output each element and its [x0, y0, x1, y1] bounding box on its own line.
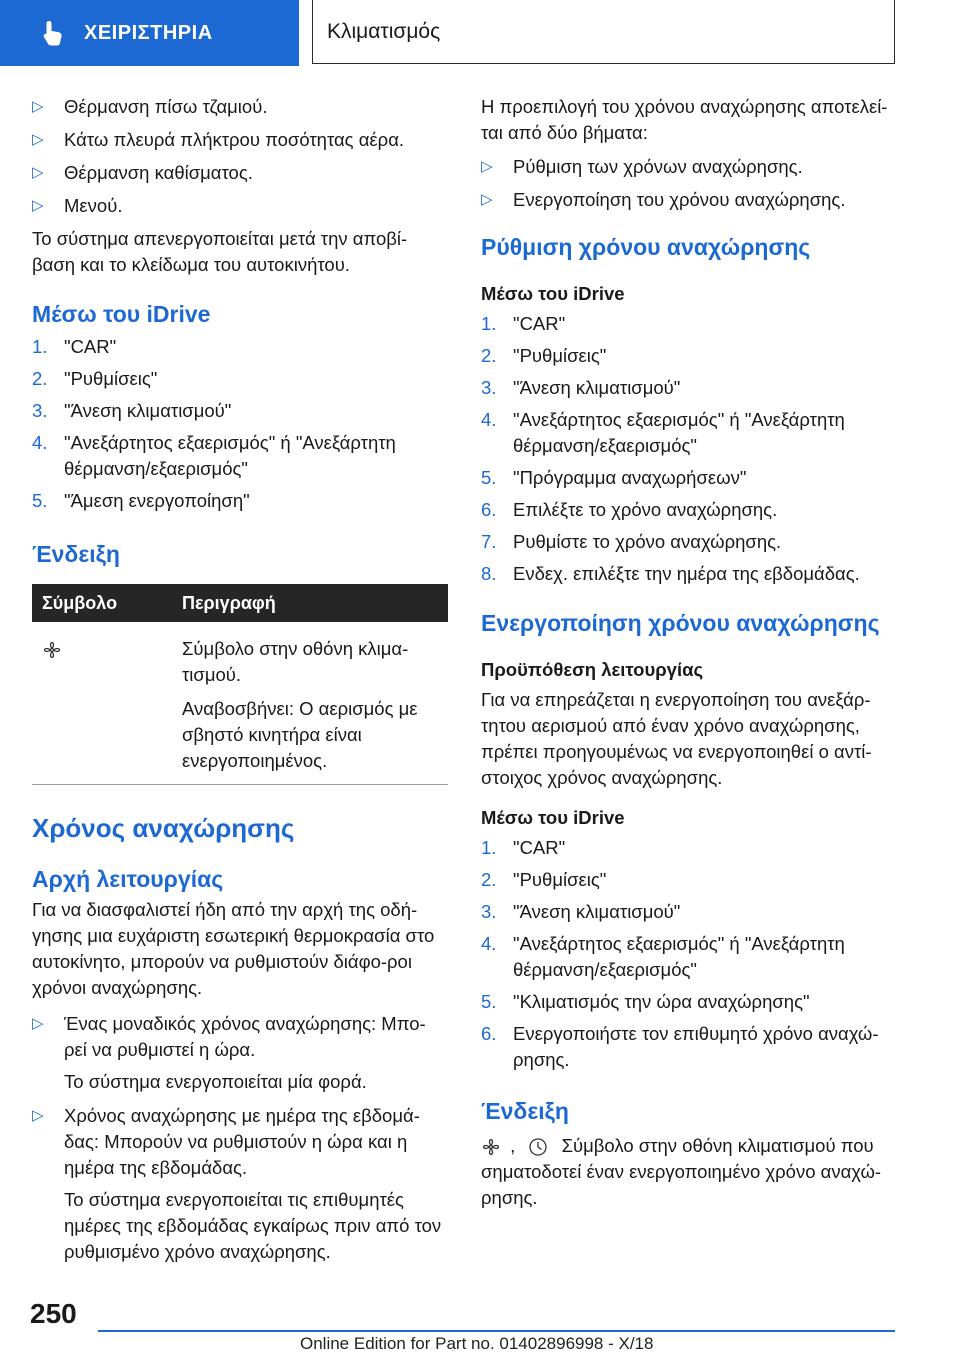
triangle-bullet-icon: ▷: [481, 191, 493, 208]
triangle-bullet-icon: ▷: [32, 131, 44, 148]
list-item: ▷ Μενού.: [32, 193, 448, 219]
step-item: 7. Ρυθμίστε το χρόνο αναχώρησης.: [481, 531, 782, 552]
principle-paragraph: Για να διασφαλιστεί ήδη από την αρχή της οδή-γησης μια ευχάριστη εσωτερική θερμοκρασία στο αυτοκίνητο, μπορούν να ρυθμιστούν διάφο-ροι χρόνοι αναχώρησης.: [32, 899, 435, 998]
step-item: 2. "Ρυθμίσεις": [32, 368, 158, 389]
table-desc-1: Σύμβολο στην οθόνη κλιμα-τισμού.: [182, 638, 409, 685]
list-item: ▷ Κάτω πλευρά πλήκτρου ποσότητας αέρα.: [32, 127, 448, 153]
triangle-bullet-icon: ▷: [32, 1107, 44, 1124]
step-item: 4. "Ανεξάρτητος εξαερισμός" ή "Ανεξάρτητη θέρμανση/εξαερισμός": [32, 432, 396, 479]
step-item: 3. "Άνεση κλιματισμού": [481, 377, 681, 398]
table-row: [32, 622, 448, 785]
step-item: 8. Ενδεχ. επιλέξτε την ημέρα της εβδομάδας.: [481, 563, 860, 584]
list-item: ▷ Χρόνος αναχώρησης με ημέρα της εβδομά-δας: Μπορούν να ρυθμιστούν η ώρα και η ημέρα της εβδομάδας.: [32, 1105, 420, 1178]
step-item: 4. "Ανεξάρτητος εξαερισμός" ή "Ανεξάρτητη θέρμανση/εξαερισμός": [481, 409, 845, 456]
list-item: ▷ Θέρμανση πίσω τζαμιού.: [32, 94, 448, 120]
departure-time-heading: Χρόνος αναχώρησης: [32, 813, 295, 843]
triangle-bullet-icon: ▷: [32, 98, 44, 115]
step-item: 5. "Κλιματισμός την ώρα αναχώρησης": [481, 991, 810, 1012]
idrive-subheading-2: Μέσω του iDrive: [481, 807, 625, 828]
indication-paragraph: , Σύμβολο στην οθόνη κλιματισμού που σηματοδοτεί έναν ενεργοποιημένο χρόνο αναχώ-ρησης.: [481, 1135, 882, 1208]
ventilation-fan-icon: [481, 1137, 501, 1157]
step-item: 1. "CAR": [32, 336, 117, 357]
chapter-tab[interactable]: [0, 0, 299, 66]
edition-info: Online Edition for Part no. 01402896998 - X/18: [300, 1334, 654, 1353]
section-title: [312, 0, 895, 64]
hand-pointer-icon: [38, 18, 68, 48]
triangle-bullet-icon: ▷: [32, 1015, 44, 1032]
prerequisite-heading: Προϋπόθεση λειτουργίας: [481, 659, 704, 680]
option2-note: Το σύστημα ενεργοποιείται τις επιθυμητές ημέρες της εβδομάδας εγκαίρως πριν από τον ρυθμισμένο χρόνο αναχώρησης.: [64, 1189, 442, 1262]
symbol-table: [32, 584, 448, 785]
prerequisite-paragraph: Για να επηρεάζεται η ενεργοποίηση του ανεξάρ-τητου αερισμού από έναν χρόνο αναχώρησης, πρέπει προηγουμένως να ενεργοποιηθεί ο αντί-στοιχος χρόνος αναχώρησης.: [481, 689, 872, 788]
footer-divider: [98, 1330, 895, 1332]
set-time-heading: Ρύθμιση χρόνου αναχώρησης: [481, 234, 811, 260]
list-item: ▷ Ρύθμιση των χρόνων αναχώρησης.: [481, 154, 897, 180]
option1-note: Το σύστημα ενεργοποιείται μία φορά.: [64, 1071, 367, 1092]
table-header: Σύμβολο Περιγραφή: [32, 584, 448, 622]
idrive-heading: Μέσω του iDrive: [32, 301, 211, 327]
principle-heading: Αρχή λειτουργίας: [32, 866, 224, 892]
step-item: 4. "Ανεξάρτητος εξαερισμός" ή "Ανεξάρτητη θέρμανση/εξαερισμός": [481, 933, 845, 980]
indication-heading: Ένδειξη: [32, 541, 120, 567]
table-desc-2: Αναβοσβήνει: Ο αερισμός με σβηστό κινητήρα είναι ενεργοποιημένος.: [182, 698, 418, 771]
triangle-bullet-icon: ▷: [32, 197, 44, 214]
triangle-bullet-icon: ▷: [481, 158, 493, 175]
activate-time-heading: Ενεργοποίηση χρόνου αναχώρησης: [481, 610, 880, 636]
section-title-text: Κλιματισμός: [327, 19, 441, 43]
indication-heading-2: Ένδειξη: [481, 1098, 569, 1124]
step-item: 2. "Ρυθμίσεις": [481, 345, 607, 366]
step-item: 1. "CAR": [481, 837, 566, 858]
chapter-tab-label: ΧΕΙΡΙΣΤΗΡΙΑ: [84, 21, 213, 44]
clock-icon: [528, 1137, 548, 1157]
shutdown-paragraph: Το σύστημα απενεργοποιείται μετά την αποβί-βαση και το κλείδωμα του αυτοκινήτου.: [32, 228, 408, 275]
step-item: 3. "Άνεση κλιματισμού": [481, 901, 681, 922]
idrive-subheading: Μέσω του iDrive: [481, 283, 625, 304]
list-item: ▷ Ένας μοναδικός χρόνος αναχώρησης: Μπο-ρεί να ρυθμιστεί η ώρα.: [32, 1013, 426, 1060]
ventilation-fan-icon: [42, 640, 62, 660]
step-item: 5. "Πρόγραμμα αναχωρήσεων": [481, 467, 747, 488]
step-item: 5. "Άμεση ενεργοποίηση": [32, 490, 250, 511]
right-column: [481, 94, 897, 1217]
step-item: 2. "Ρυθμίσεις": [481, 869, 607, 890]
left-column: [32, 94, 448, 1273]
list-item: ▷ Ενεργοποίηση του χρόνου αναχώρησης.: [481, 187, 897, 213]
list-item: ▷ Θέρμανση καθίσματος.: [32, 160, 448, 186]
step-item: 3. "Άνεση κλιματισμού": [32, 400, 232, 421]
intro-paragraph: Η προεπιλογή του χρόνου αναχώρησης αποτελεί-ται από δύο βήματα:: [481, 96, 888, 143]
step-item: 6. Ενεργοποιήστε τον επιθυμητό χρόνο αναχώ-ρησης.: [481, 1023, 879, 1070]
step-item: 6. Επιλέξτε το χρόνο αναχώρησης.: [481, 499, 778, 520]
triangle-bullet-icon: ▷: [32, 164, 44, 181]
page-number: 250: [30, 1298, 77, 1329]
step-item: 1. "CAR": [481, 313, 566, 334]
